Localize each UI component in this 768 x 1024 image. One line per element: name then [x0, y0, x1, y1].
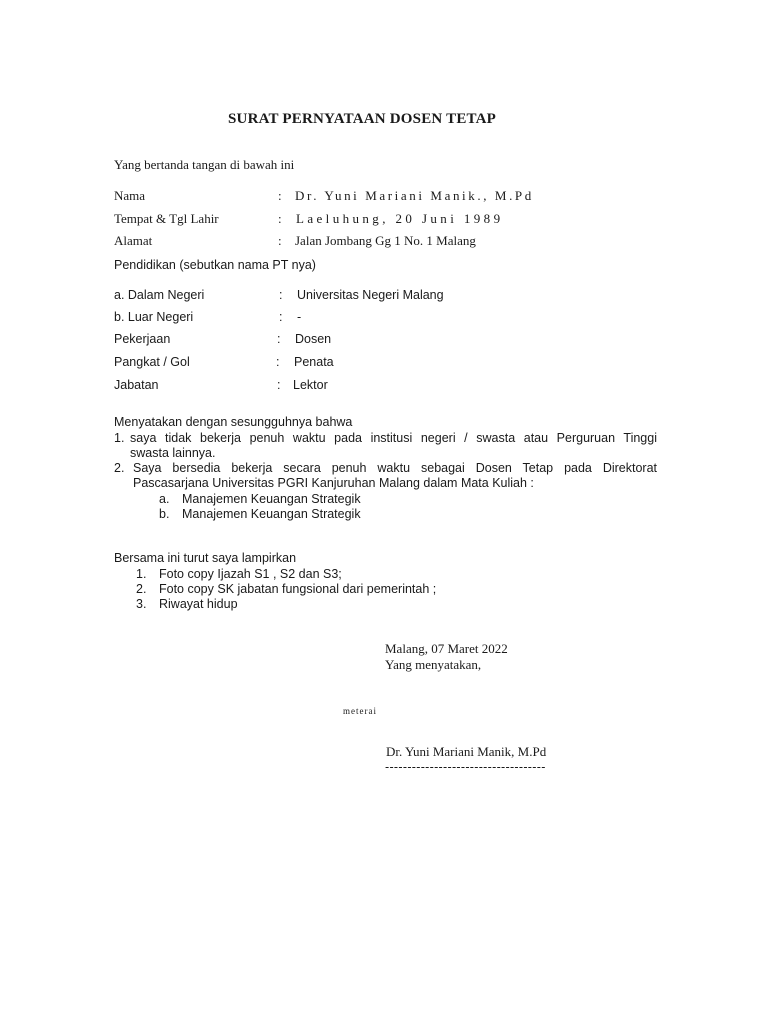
attachment-number: 1. [136, 567, 147, 581]
statement-heading: Menyatakan dengan sesungguhnya bahwa [114, 415, 353, 429]
field-value-ttl: Laeluhung, 20 Juni 1989 [296, 211, 504, 226]
education-heading: Pendidikan (sebutkan nama PT nya) [114, 258, 316, 272]
field-value-luar-negeri: - [297, 310, 302, 324]
field-label-jabatan: Jabatan [114, 378, 159, 392]
field-label-ttl: Tempat & Tgl Lahir [114, 211, 219, 226]
course-name: Manajemen Keuangan Strategik [182, 492, 361, 506]
field-colon: : [277, 332, 281, 346]
attachment-item: Foto copy SK jabatan fungsional dari pemerintah ; [159, 582, 437, 596]
attachments-heading: Bersama ini turut saya lampirkan [114, 551, 297, 565]
field-colon: : [278, 233, 282, 248]
field-value-pangkat: Penata [294, 355, 334, 369]
statement-number: 2. [114, 461, 125, 475]
field-label-dalam-negeri: a. Dalam Negeri [114, 288, 205, 302]
field-value-dalam-negeri: Universitas Negeri Malang [297, 288, 444, 302]
statement-line: Pascasarjana Universitas PGRI Kanjuruhan Malang dalam Mata Kuliah : [133, 476, 534, 490]
course-letter: a. [159, 492, 170, 506]
attachment-item: Riwayat hidup [159, 597, 238, 611]
signature-line: ------------------------------------ [385, 760, 546, 774]
declarer-label: Yang menyatakan, [385, 657, 482, 672]
signatory-name: Dr. Yuni Mariani Manik, M.Pd [386, 744, 547, 759]
field-value-alamat: Jalan Jombang Gg 1 No. 1 Malang [295, 233, 476, 248]
intro-text: Yang bertanda tangan di bawah ini [114, 157, 295, 172]
field-colon: : [277, 378, 281, 392]
document-title: SURAT PERNYATAAN DOSEN TETAP [228, 111, 497, 127]
stamp-label: meterai [343, 706, 377, 716]
field-value-jabatan: Lektor [293, 378, 328, 392]
field-colon: : [278, 211, 282, 226]
statement-line: saya tidak bekerja penuh waktu pada institusi negeri / swasta atau Perguruan Tinggi [130, 431, 657, 445]
course-letter: b. [159, 507, 170, 521]
attachment-number: 2. [136, 582, 147, 596]
field-label-alamat: Alamat [114, 233, 153, 248]
place-date: Malang, 07 Maret 2022 [385, 641, 508, 656]
attachment-number: 3. [136, 597, 147, 611]
field-label-nama: Nama [114, 188, 146, 203]
statement-line: Saya bersedia bekerja secara penuh waktu sebagai Dosen Tetap pada Direktorat [133, 461, 657, 475]
field-value-pekerjaan: Dosen [295, 332, 332, 346]
field-colon: : [279, 288, 283, 302]
statement-line: swasta lainnya. [130, 446, 216, 460]
field-label-pangkat: Pangkat / Gol [114, 355, 190, 369]
field-colon: : [276, 355, 280, 369]
field-value-nama: Dr. Yuni Mariani Manik., M.Pd [295, 188, 534, 203]
field-label-pekerjaan: Pekerjaan [114, 332, 171, 346]
attachment-item: Foto copy Ijazah S1 , S2 dan S3; [159, 567, 342, 581]
course-name: Manajemen Keuangan Strategik [182, 507, 361, 521]
field-colon: : [279, 310, 283, 324]
field-label-luar-negeri: b. Luar Negeri [114, 310, 194, 324]
statement-number: 1. [114, 431, 125, 445]
field-colon: : [278, 188, 282, 203]
